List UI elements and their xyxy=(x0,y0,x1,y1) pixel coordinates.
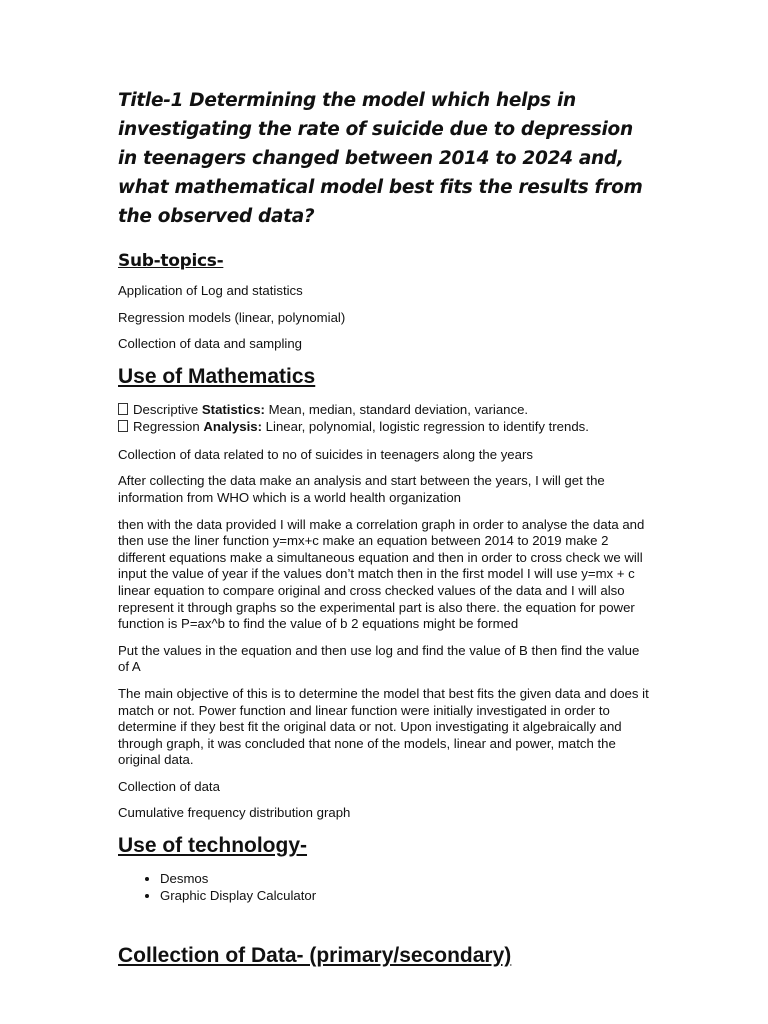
math-method-line: Descriptive Statistics: Mean, median, standard deviation, variance. xyxy=(118,401,650,418)
math-paragraph: Cumulative frequency distribution graph xyxy=(118,805,351,821)
technology-heading: Use of technology- xyxy=(118,834,308,858)
subtopic-item: Collection of data and sampling xyxy=(118,336,303,352)
math-paragraph: Collection of data xyxy=(118,778,220,794)
subtopic-item: Regression models (linear, polynomial) xyxy=(118,309,346,325)
checkbox-glyph-icon xyxy=(118,420,128,432)
math-methods-list xyxy=(118,401,650,435)
math-paragraph: Collection of data related to no of suicides in teenagers along the years xyxy=(118,446,533,462)
collection-heading: Collection of Data- (primary/secondary) xyxy=(118,944,512,968)
document-title: Title-1 Determining the model which helps in investigating the rate of suicide due to depression in teenagers changed between 2014 to 2024 and, what mathematical model best fits the results from the observed data? xyxy=(118,90,643,227)
subtopic-item: Application of Log and statistics xyxy=(118,283,303,298)
math-heading: Use of Mathematics xyxy=(118,364,316,388)
subtopics-heading: Sub-topics- xyxy=(118,251,224,271)
document-page xyxy=(118,86,650,980)
technology-item: • Graphic Display Calculator xyxy=(160,887,650,904)
checkbox-glyph-icon xyxy=(118,403,128,415)
technology-item: • Desmos xyxy=(160,870,650,887)
math-paragraph: Put the values in the equation and then use log and find the value of B then find the value of A xyxy=(118,642,640,675)
math-paragraph: After collecting the data make an analysis and start between the years, I will get the information from WHO which is a world health organization xyxy=(118,473,605,505)
math-paragraph: then with the data provided I will make a correlation graph in order to analyse the data and then use the liner function y=mx+c make an equation between 2014 to 2019 make 2 different equations make a simultaneous equation and then in order to cross check we will input the value of year if the values don’t match then in the first model I will use y=mx + c linear equation to compare original and cross checked values of the data and I will also represent it through graphs so the experimental part is also there. the equation for power function is P=ax^b to find the value of b 2 equations might be formed xyxy=(118,516,645,632)
math-paragraph: The main objective of this is to determine the model that best fits the given data and does it match or not. Power function and linear function were initially investigated in order to determine if they best fit the original data or not. Upon investigating it algebraically and through graph, it was concluded that none of the models, linear and power, match the original data. xyxy=(118,685,649,768)
math-method-line: Regression Analysis: Linear, polynomial, logistic regression to identify trends. xyxy=(118,418,650,435)
technology-list xyxy=(118,870,650,904)
